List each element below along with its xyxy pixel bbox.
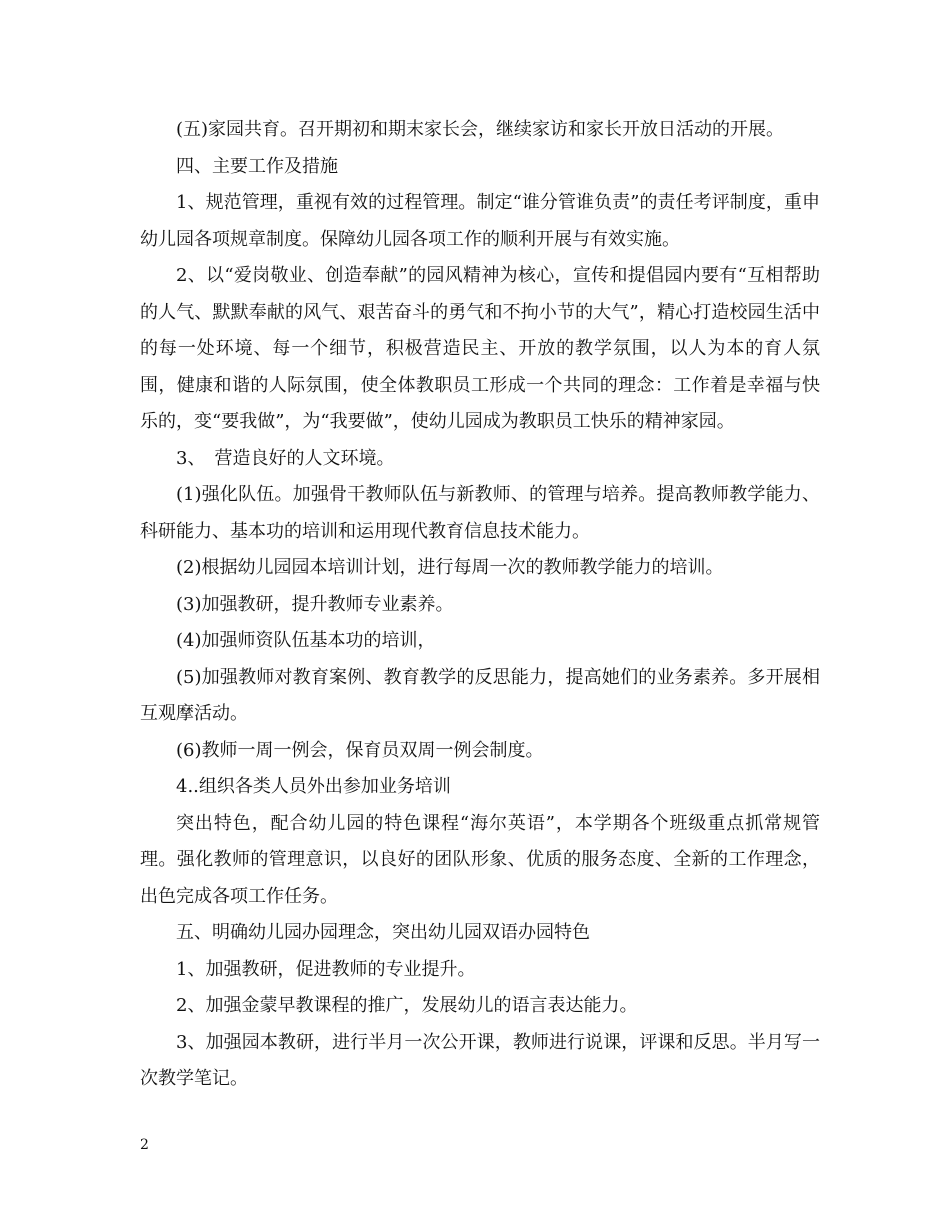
paragraph: (2)根据幼儿园园本培训计划，进行每周一次的教师教学能力的培训。: [176, 557, 724, 578]
paragraph: 突出特色，配合幼儿园的特色课程“海尔英语”，本学期各个班级重点抓常规管理。强化教师的管理意识，以良好的团队形象、优质的服务态度、全新的工作理念，出色完成各项工作任务。: [140, 812, 820, 907]
paragraph: 4..组织各类人员外出参加业务培训: [176, 776, 451, 797]
paragraph: (1)强化队伍。加强骨干教师队伍与新教师、的管理与培养。提高教师教学能力、科研能力、基本功的培训和运用现代教育信息技术能力。: [140, 484, 820, 542]
document-body: [140, 112, 820, 1098]
paragraph: 2、加强金蒙早教课程的推广，发展幼儿的语言表达能力。: [176, 995, 638, 1016]
paragraph: 2、以“爱岗敬业、创造奉献”的园风精神为核心，宣传和提倡园内要有“互相帮助的人气、默默奉献的风气、艰苦奋斗的勇气和不拘小节的大气”，精心打造校园生活中的每一处环境、每一个细节，积极营造民主、开放的教学氛围，以人为本的育人氛围，健康和谐的人际氛围，使全体教职员工形成一个共同的理念：工作着是幸福与快乐的，变“要我做”，为“我要做”，使幼儿园成为教职员工快乐的精神家园。: [140, 265, 820, 432]
section-heading: 四、主要工作及措施: [176, 155, 338, 177]
paragraph: 3、加强园本教研，进行半月一次公开课，教师进行说课，评课和反思。半月写一次教学笔记。: [140, 1031, 820, 1089]
section-heading: 五、明确幼儿园办园理念，突出幼儿园双语办园特色: [176, 922, 590, 943]
paragraph: 1、加强教研，促进教师的专业提升。: [176, 958, 476, 980]
page-number: 2: [140, 1137, 149, 1153]
paragraph: (6)教师一周一例会，保育员双周一例会制度。: [176, 739, 544, 761]
paragraph: (4)加强师资队伍基本功的培训，: [176, 630, 436, 651]
paragraph: (五)家园共育。召开期初和期末家长会，继续家访和家长开放日活动的开展。: [176, 119, 785, 140]
paragraph: 1、规范管理，重视有效的过程管理。制定“谁分管谁负责”的责任考评制度，重申幼儿园各项规章制度。保障幼儿园各项工作的顺利开展与有效实施。: [140, 192, 820, 250]
paragraph: (3)加强教研，提升教师专业素养。: [176, 593, 454, 615]
paragraph: (5)加强教师对教育案例、教育教学的反思能力，提高她们的业务素养。多开展相互观摩活动。: [140, 666, 820, 724]
paragraph: 3、 营造良好的人文环境。: [176, 447, 395, 469]
